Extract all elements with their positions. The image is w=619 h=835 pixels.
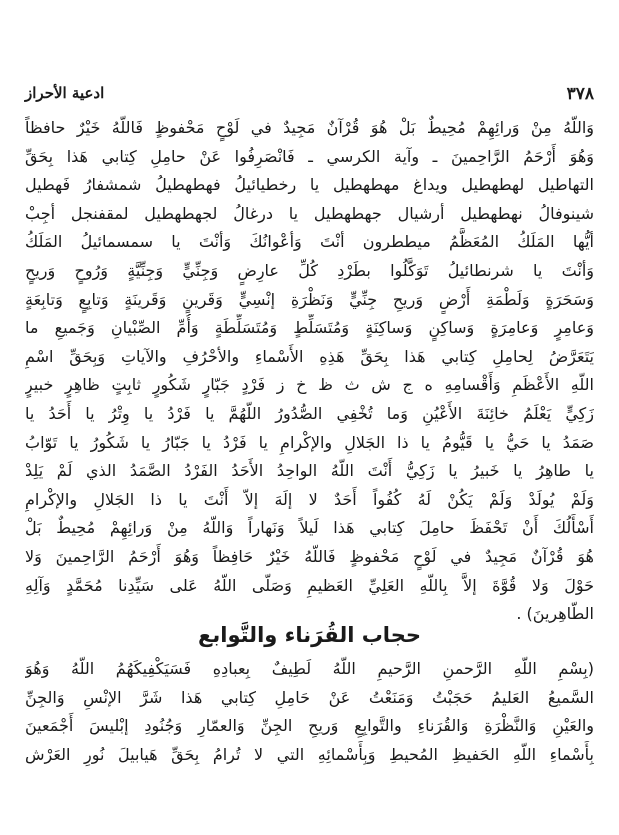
main-text (25, 114, 594, 629)
text-line: وَهُوَ أَرْحَمُ الرَّاحِمينَ ـ وآية الكرسي ـ فَانْصَرِفُوا عَنْ حامِلِ كِتابي هَذا بِحَقِّ (25, 146, 594, 166)
text-line: يا طاهِرُ يا خَبيرُ يا زَكِيُّ أَنْتَ اللّهُ الواحِدُ الأَحَدُ الفَرْدُ الصَّمَدُ الذي لَمْ يَلِدْ (25, 461, 594, 481)
text-line: أيُّها المَلَكُ المُعَظَّمُ ميططرون أنْتَ وَأعْوانُكَ وَأنْتَ يا سمسمائيلُ المَلَكُ (25, 232, 594, 252)
text-line: شينوفالُ نهطهطيل أرشيال جهطهطيل يا درغالُ لجهطهطيل لمقفنجل أجِبْ (25, 203, 594, 223)
text-line: هُوَ قُرْآنٌ مَجِيدٌ في لَوْحٍ مَحْفوظٍ فَاللّهُ خَيْرٌ حَافِظاً وَهُوَ أَرْحَمُ الرَّاحِمينَ وَلا (25, 546, 594, 566)
text-line: بِأَسْماءِ اللّهِ الحَفيظِ المُحيطِ وَبِأَسْمائِهِ التي لا تُرامُ بِحَقِّ هَيابيلَ نُورِ العَرْش (25, 744, 594, 764)
text-line: السَّميعُ العَليمُ حَجَبْتُ وَمَنَعْتُ عَنْ حَامِلِ كِتابي هَذا شَرَّ الإنْسِ وَالجِنِّ (25, 687, 594, 707)
text-line: (بِسْمِ اللّهِ الرَّحمنِ الرَّحيمِ اللّهُ لَطِيفٌ بِعبادِهِ فَسَيَكْفِيكَهُمُ اللّهُ وَهُوَ (25, 659, 594, 678)
text-line: الطّاهِرينَ) . (516, 604, 594, 624)
section-heading: حجاب القُرَناء والتَّوابع (198, 623, 421, 647)
text-line: يَتَعَرَّضُ لِحامِلِ كِتابي هَذا بِحَقِّ هَذِهِ الأَسْماءِ والأحْرُفِ والآياتِ وَبِحَقِّ اسْمِ (25, 346, 594, 366)
text-line: صَمَدُ يا حَيُّ يا قَيُّومُ يا ذا الجَلالِ والإكْرامِ يا فَرْدُ يا جَبّارُ يا شَكُورُ يا تَوّابُ (25, 432, 594, 452)
text-line: وَعامِرٍ وَعامِرَةٍ وَساكِنٍ وَساكِنَةٍ وَمُتَسَلِّطٍ وَمُتَسَلِّطَةٍ وَأُمِّ الصِّبْيانِ وَجَميعِ ما (25, 318, 594, 338)
text-line: والعَيْنِ وَالنَّظْرَةِ وَالقُرَناءِ والتَّوابِعِ وَريحِ الجِنِّ وَالعمّارِ وَجُنُودِ إبْليسَ أَجْمَعينَ (25, 716, 594, 736)
running-title: ادعية الأحراز (25, 84, 105, 102)
text-line: وَسَحَرَةٍ وَلَطْمَةِ أَرْضٍ وَريحِ جِنِّيٍّ وَنَظْرَةِ إنْسِيٍّ وَقَرينٍ وَقَرينَةٍ وَتابِعٍ وَتابِعَةٍ (25, 289, 594, 309)
text-line: اللّهِ الأَعْظَمِ وَأَقْسامِهِ ه ج ش ث ظ خ ز فَرْدٍ جَبّارٍ شَكُورٍ ثابِتٍ ظاهِرٍ خبيرٍ (25, 375, 594, 395)
text-line: وَأنْتَ يا شرنطائيلُ تَوَكَّلُوا بطَرْدِ كُلِّ عارِضٍ وَجِنِّيٍّ وَجِنِّيَّةٍ وَرُوحٍ وَريحٍ (25, 260, 594, 280)
text-line: زَكِيٍّ يَعْلَمُ خائِنَةَ الأَعْيُنِ وَما تُخْفِي الصُّدُورُ اللّهُمَّ يا فَرْدُ يا وِتْرُ يا أَحَدُ يا (25, 403, 594, 423)
section-text (25, 655, 594, 769)
page-header (25, 84, 594, 108)
text-line: حَوْلَ وَلا قُوَّةَ إلاَّ بِاللّهِ العَلِيِّ العَظيمِ وَصَلّى اللّهُ عَلى سَيِّدِنا مُحَمَّدٍ وَآلِهِ (25, 575, 594, 595)
text-line: التهاطيل لهطهطيل ويداغ مهطهطيل يا رخطيائيلُ فهطهطيلُ شمشفارُ فَهطيل (25, 175, 594, 195)
page-number: ٣٧٨ (566, 84, 594, 104)
text-line: وَاللّهُ مِنْ وَرائِهِمْ مُحِيطٌ بَلْ هُوَ قُرْآنٌ مَجِيدٌ في لَوْحٍ مَحْفوظٍ فَاللّهُ خَيْرٌ حافظاً (25, 118, 594, 137)
text-line: وَلَمْ يُولَدْ وَلَمْ يَكُنْ لَهُ كُفُواً أَحَدٌ لا إلَهَ إلاّ أَنْتَ يا ذا الجَلالِ والإكْرامِ (25, 489, 594, 509)
text-line: أَسْأَلُكَ أَنْ تَحْفَظَ حامِلَ كِتابي هَذا لَيلاً وَنَهاراً وَاللّهُ مِنْ وَرائِهِمْ مُحِيطٌ بَلْ (25, 518, 594, 538)
